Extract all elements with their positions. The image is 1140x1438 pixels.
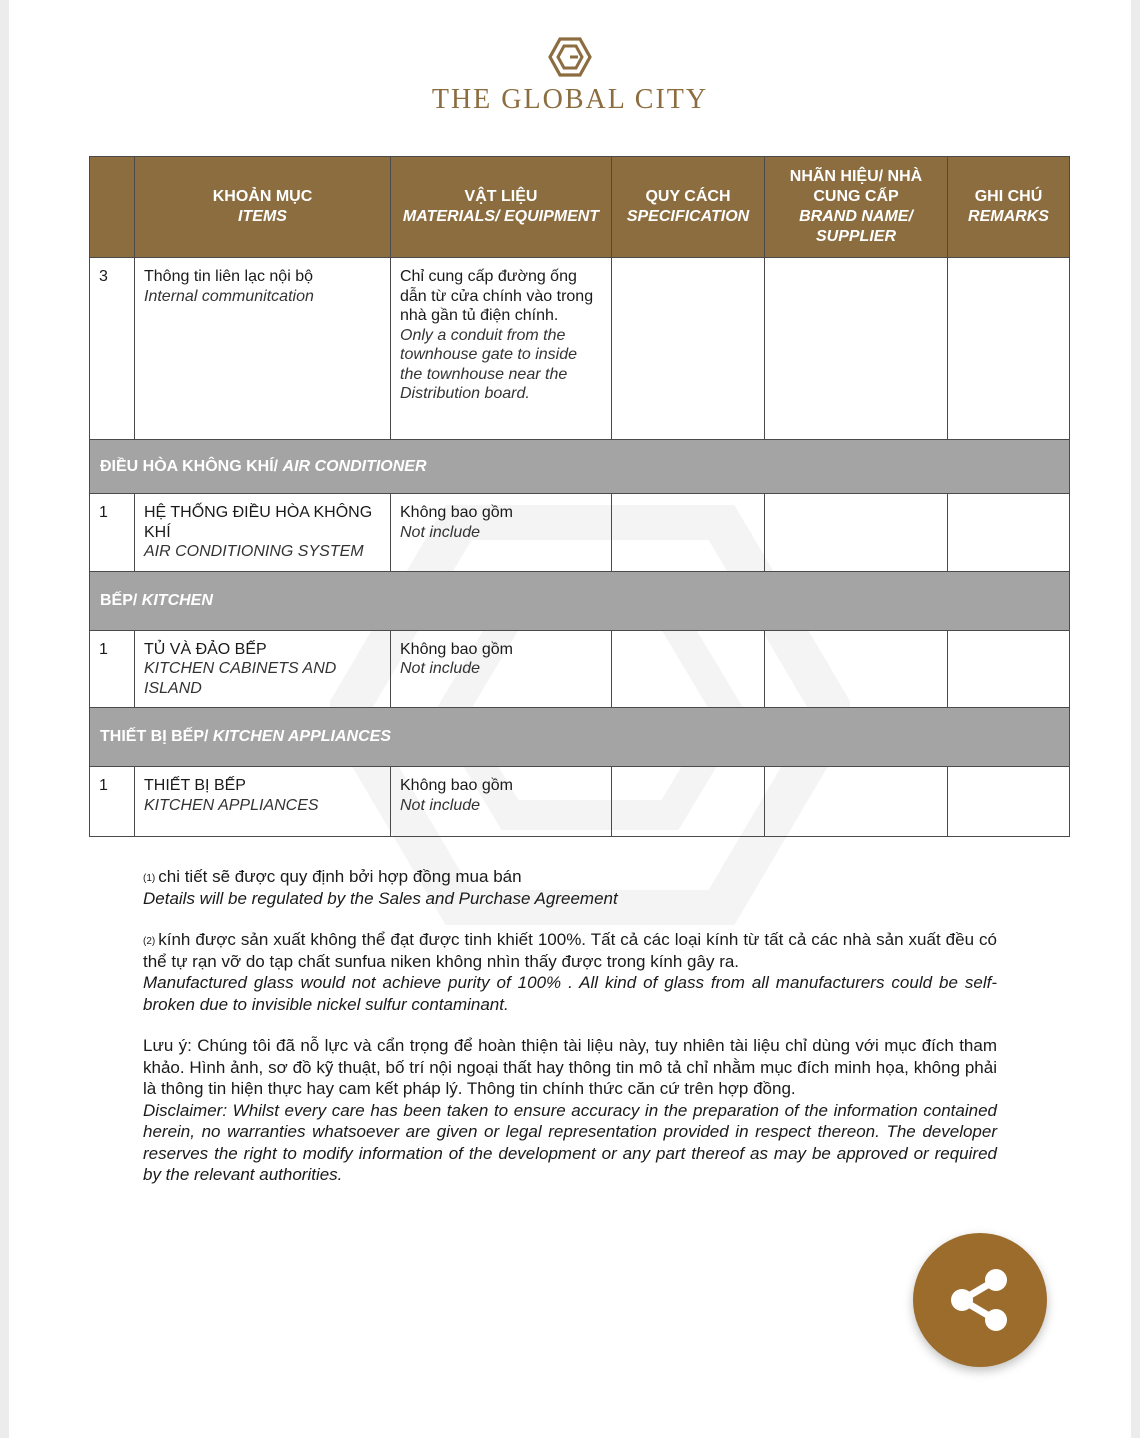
- footnote-1: [143, 866, 997, 909]
- header-remarks: [948, 157, 1070, 258]
- row-number: 3: [90, 258, 135, 440]
- disclaimer-vi: Lưu ý: Chúng tôi đã nỗ lực và cẩn trọng để hoàn thiện tài liệu này, tuy nhiên tài liệu chỉ dùng với mục đích tham khảo. Hình ảnh, sơ đồ kỹ thuật, bố trí nội ngoại thất hay thông tin mô tả chỉ nhằm mục đích minh họa, không phải là thông tin hiện thực hay cam kết pháp lý. Thông tin chính thức căn cứ trên hợp đồng.: [143, 1036, 997, 1098]
- row-material-en: Not include: [400, 796, 481, 814]
- share-button[interactable]: [913, 1233, 1047, 1367]
- footnote-1-mark: (1): [143, 873, 156, 884]
- row-material: [391, 767, 612, 837]
- row-specification: [612, 258, 765, 440]
- row-item: [135, 767, 391, 837]
- row-specification: [612, 494, 765, 572]
- row-material: [391, 630, 612, 708]
- header-items-vi: KHOẢN MỤC: [212, 188, 313, 205]
- row-number: 1: [90, 630, 135, 708]
- specification-table: [89, 156, 1070, 837]
- table-row: [90, 258, 1070, 440]
- row-material-vi: Chỉ cung cấp đường ống dẫn từ cửa chính vào trong nhà gần tủ điện chính.: [400, 268, 594, 324]
- global-city-logo-icon: [548, 36, 592, 78]
- footnote-2-en: Manufactured glass would not achieve purity of 100% . All kind of glass from all manufacturers could be self-broken due to invisible nickel sulfur contaminant.: [143, 973, 997, 1014]
- footnote-1-en: Details will be regulated by the Sales and Purchase Agreement: [143, 888, 618, 908]
- row-brand: [765, 767, 948, 837]
- row-item-en: KITCHEN APPLIANCES: [144, 796, 319, 814]
- header-items: [135, 157, 391, 258]
- footnote-2-vi: kính được sản xuất không thể đạt được tinh khiết 100%. Tất cả các loại kính từ tất cả các nhà sản xuất đều có thể tự rạn vỡ do tạp chất sunfua niken không nhìn thấy được trong kính gây ra.: [143, 930, 997, 971]
- row-item-vi: THIẾT BỊ BẾP: [144, 777, 246, 794]
- row-item: [135, 630, 391, 708]
- brand-logo: [0, 36, 1140, 116]
- header-brand-en: BRAND NAME/ SUPPLIER: [799, 208, 913, 245]
- disclaimer-en: Disclaimer: Whilst every care has been taken to ensure accuracy in the preparation of the information contained herein, no warranties whatsoever are given or legal representation provided in respect thereon. The developer reserves the right to modify information of the development or any part thereof as may be approved or required by the relevant authorities.: [143, 1100, 997, 1184]
- row-item-en: Internal communitcation: [144, 287, 314, 305]
- section-row-kitchen: [90, 571, 1070, 630]
- section-title-en: AIR CONDITIONER: [282, 457, 427, 475]
- section-title-vi: BẾP/: [100, 591, 138, 609]
- header-remarks-en: REMARKS: [968, 208, 1049, 225]
- section-title-vi: THIẾT BỊ BẾP/: [100, 728, 209, 746]
- header-brand-vi: NHÃN HIỆU/ NHÀ CUNG CẤP: [789, 168, 923, 205]
- row-remarks: [948, 258, 1070, 440]
- row-brand: [765, 258, 948, 440]
- header-specification-vi: QUY CÁCH: [645, 188, 731, 205]
- row-number: 1: [90, 767, 135, 837]
- table-header-row: [90, 157, 1070, 258]
- row-material: [391, 494, 612, 572]
- section-title: [90, 440, 1070, 494]
- section-title-vi: ĐIỀU HÒA KHÔNG KHÍ/: [100, 457, 279, 475]
- row-item-en: KITCHEN CABINETS AND ISLAND: [144, 660, 337, 697]
- section-row-kitchen-appliances: [90, 708, 1070, 767]
- disclaimer: [143, 1035, 997, 1186]
- footnote-1-vi: chi tiết sẽ được quy định bởi hợp đồng mua bán: [158, 867, 522, 886]
- table-row: [90, 494, 1070, 572]
- header-brand: [765, 157, 948, 258]
- row-material-vi: Không bao gồm: [400, 777, 513, 794]
- row-item-vi: HỆ THỐNG ĐIỀU HÒA KHÔNG KHÍ: [144, 504, 373, 541]
- page-edge-left: [0, 0, 9, 1438]
- header-specification-en: SPECIFICATION: [626, 208, 750, 225]
- row-number: 1: [90, 494, 135, 572]
- row-remarks: [948, 767, 1070, 837]
- row-item-vi: Thông tin liên lạc nội bộ: [144, 268, 313, 285]
- footnotes: [143, 866, 997, 1206]
- page-edge-right: [1131, 0, 1140, 1438]
- row-item: [135, 258, 391, 440]
- row-specification: [612, 630, 765, 708]
- row-material-en: Not include: [400, 523, 481, 541]
- header-materials-en: MATERIALS/ EQUIPMENT: [402, 208, 600, 225]
- header-remarks-vi: GHI CHÚ: [974, 188, 1043, 205]
- section-title-en: KITCHEN APPLIANCES: [212, 728, 391, 746]
- share-icon: [942, 1262, 1018, 1338]
- header-materials: [391, 157, 612, 258]
- row-brand: [765, 630, 948, 708]
- row-material-en: Only a conduit from the townhouse gate to inside the townhouse near the Distribution board.: [400, 326, 578, 402]
- row-item: [135, 494, 391, 572]
- table-row: [90, 630, 1070, 708]
- header-specification: [612, 157, 765, 258]
- header-materials-vi: VẬT LIỆU: [464, 188, 538, 205]
- footnote-2-mark: (2): [143, 936, 156, 947]
- row-remarks: [948, 494, 1070, 572]
- header-number: [90, 157, 135, 258]
- row-material-vi: Không bao gồm: [400, 640, 513, 658]
- row-remarks: [948, 630, 1070, 708]
- row-specification: [612, 767, 765, 837]
- section-title-en: KITCHEN: [141, 591, 213, 609]
- section-row-air-conditioner: [90, 440, 1070, 494]
- row-material-en: Not include: [400, 660, 481, 677]
- row-brand: [765, 494, 948, 572]
- header-items-en: ITEMS: [238, 208, 287, 225]
- row-item-vi: TỦ VÀ ĐẢO BẾP: [144, 640, 267, 658]
- brand-name: THE GLOBAL CITY: [431, 84, 709, 115]
- footnote-2: [143, 929, 997, 1015]
- row-item-en: AIR CONDITIONING SYSTEM: [144, 543, 364, 560]
- section-title: [90, 571, 1070, 630]
- table-row: [90, 767, 1070, 837]
- section-title: [90, 708, 1070, 767]
- row-material-vi: Không bao gồm: [400, 504, 513, 521]
- row-material: [391, 258, 612, 440]
